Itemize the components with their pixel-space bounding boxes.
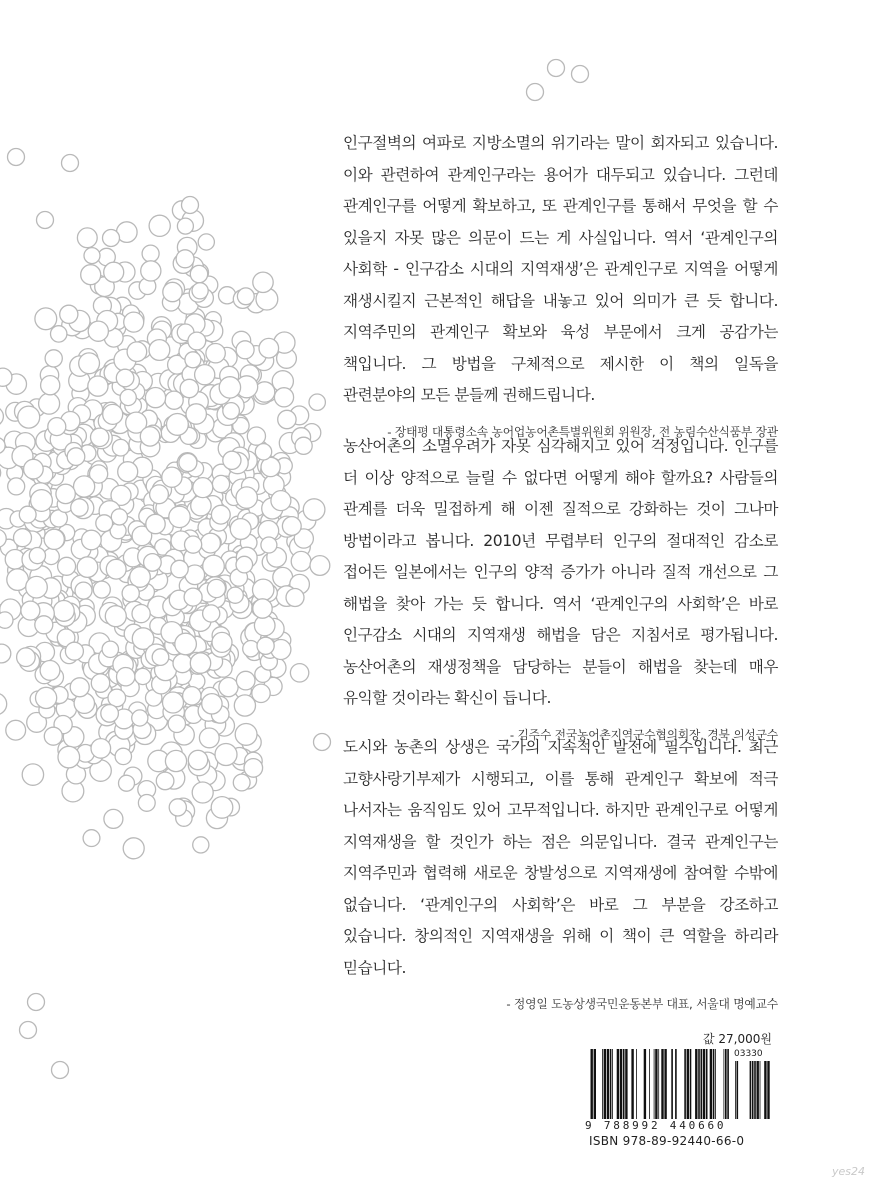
bubble <box>177 218 193 234</box>
bubble <box>188 750 207 769</box>
bubble <box>215 744 237 766</box>
bubble <box>6 720 26 740</box>
endorsement-1 <box>343 128 778 440</box>
bubble <box>236 487 257 508</box>
bubble <box>175 633 197 655</box>
bubble <box>185 352 201 368</box>
bubble <box>77 557 98 578</box>
barcode-bar <box>703 1049 705 1119</box>
bubble <box>29 548 45 564</box>
barcode-bar <box>661 1049 663 1119</box>
bubble <box>219 678 238 697</box>
barcode-digits: 9 788992 440660 <box>585 1119 727 1132</box>
bubble <box>79 353 100 374</box>
bubble <box>203 555 225 577</box>
bubble <box>150 485 169 504</box>
watermark-logo: yes24 <box>832 1165 866 1178</box>
barcode-bar <box>706 1049 708 1119</box>
bubble <box>75 582 92 599</box>
bubble <box>169 506 190 527</box>
barcode-bar <box>671 1049 673 1119</box>
bubble <box>48 418 66 436</box>
bubble <box>0 693 7 715</box>
bubble <box>253 272 273 292</box>
endorsement-attribution: - 장태평 대통령소속 농어업농어촌특별위원회 위원장, 전 농림수산식품부 장관 <box>387 424 778 439</box>
bubble <box>309 394 325 410</box>
endorsement-text: 도시와 농촌의 상생은 국가의 지속적인 발전에 필수입니다. 최근 고향사랑기부제가 시행되고, 이를 통해 관계인구 확보에 적극 나서자는 움직임도 있어 고무적입니다. 하지만 관계인구로 어떻게 지역재생을 할 것인가 하는 점은 의문입니다. 결국 관계인구는 지역주민과 협력해 새로운 창발성으로 지역재생에 참여할 수밖에 없습니다. ‘관계인구의 사회학’은 바로 그 부분을 강조하고 있습니다. 창의적인 지역재생을 위해 이 책이 큰 역할을 하리라 믿습니다. <box>343 738 778 977</box>
isbn-number: ISBN 978-89-92440-66-0 <box>589 1134 745 1148</box>
bubble <box>234 695 255 716</box>
barcode-bar <box>701 1049 703 1119</box>
bubble <box>195 365 215 385</box>
barcode-bar <box>591 1049 593 1119</box>
bubble <box>207 579 225 597</box>
bubble <box>65 642 83 660</box>
bubble <box>18 406 40 428</box>
bubble <box>104 262 124 282</box>
bubble <box>24 459 44 479</box>
bubble <box>88 376 108 396</box>
bubble <box>190 265 207 282</box>
barcode-bar <box>715 1049 716 1119</box>
barcode-bar <box>750 1061 752 1119</box>
bubble <box>31 490 53 512</box>
barcode-bar <box>604 1049 606 1119</box>
barcode-main-bars <box>591 1049 729 1119</box>
bubble <box>67 448 85 466</box>
bubble <box>37 212 54 229</box>
bubble <box>93 581 110 598</box>
bubble <box>39 393 60 414</box>
bubble <box>102 641 118 657</box>
bubble <box>295 437 312 454</box>
bubble <box>199 728 219 748</box>
bubble <box>223 451 241 469</box>
bubble <box>149 215 170 236</box>
bubble <box>169 799 186 816</box>
bubble <box>130 567 151 588</box>
price-label: 값 27,000원 <box>703 1032 772 1046</box>
bubble <box>572 66 589 83</box>
barcode-bar <box>764 1061 766 1119</box>
bubble <box>183 687 201 705</box>
bubble <box>230 519 251 540</box>
barcode-bar <box>690 1049 692 1119</box>
barcode-bar <box>767 1061 769 1119</box>
bubble <box>190 653 210 673</box>
bubble <box>28 994 45 1011</box>
bubble <box>173 654 192 673</box>
barcode-bar <box>737 1061 739 1119</box>
bubble <box>188 332 206 350</box>
bubble <box>203 605 220 622</box>
bubble <box>243 641 259 657</box>
barcode-bar <box>724 1049 725 1119</box>
bubble <box>253 599 272 618</box>
bubble <box>20 1022 37 1039</box>
bubble <box>91 428 109 446</box>
bubble <box>255 444 271 460</box>
barcode-bar <box>684 1049 686 1119</box>
bubble <box>88 321 108 341</box>
bubble <box>180 379 198 397</box>
barcode-bar <box>752 1061 754 1119</box>
bubble <box>548 60 565 77</box>
bubble <box>244 759 263 778</box>
bubble <box>282 517 301 536</box>
barcode-bar <box>754 1061 756 1119</box>
barcode-bar <box>607 1049 609 1119</box>
bubble <box>149 340 170 361</box>
bubble <box>314 734 331 751</box>
bubble <box>123 838 144 859</box>
bubble <box>21 601 40 620</box>
bubble <box>211 797 233 819</box>
endorsement-text: 인구절벽의 여파로 지방소멸의 위기라는 말이 회자되고 있습니다. 이와 관련하여 관계인구라는 용어가 대두되고 있습니다. 그런데 관계인구를 어떻게 확보하고, 또 관계인구를 통해서 무엇을 할 수 있을지 자못 많은 의문이 드는 게 사실입니다. 역서 ‘관계인구의 사회학 - 인구감소 시대의 지역재생’은 관계인구로 지역을 어떻게 재생시킬지 근본적인 해답을 내놓고 있어 의미가 큰 듯 합니다. 지역주민의 관계인구 확보와 육성 부문에서 크게 공감가는 책입니다. 그 방법을 구체적으로 제시한 이 책의 일독을 관련분야의 모든 분들께 권해드립니다. <box>343 134 778 404</box>
bubble <box>14 529 32 547</box>
bubble <box>70 678 89 697</box>
bubble <box>146 514 165 533</box>
bubble <box>165 391 183 409</box>
barcode-bar <box>735 1061 736 1119</box>
bubble <box>271 491 291 511</box>
bubble <box>117 668 135 686</box>
bubble <box>253 579 274 600</box>
bubble <box>138 795 155 812</box>
bubble <box>40 661 60 681</box>
bubble <box>165 750 186 771</box>
bubble <box>186 404 206 424</box>
bubble <box>111 509 127 525</box>
bubble <box>105 606 126 627</box>
bubble <box>101 705 119 723</box>
bubble <box>182 197 199 214</box>
barcode-bar <box>695 1049 697 1119</box>
bubble <box>91 739 111 759</box>
bubble <box>227 587 243 603</box>
bubble <box>303 499 325 521</box>
bubble <box>44 727 62 745</box>
bubble <box>259 338 279 358</box>
bubble <box>60 305 78 323</box>
bubble <box>184 588 202 606</box>
barcode-bar <box>620 1049 622 1119</box>
isbn-barcode <box>585 1047 775 1127</box>
bubble <box>0 407 3 426</box>
bubble <box>0 464 1 481</box>
bubble <box>286 589 304 607</box>
bubble <box>36 687 57 708</box>
endorsement-3 <box>343 732 778 1012</box>
bubble <box>219 377 240 398</box>
barcode-bar <box>602 1049 603 1119</box>
bubble <box>0 644 11 663</box>
bubble <box>274 388 293 407</box>
endorsement-2 <box>343 431 778 743</box>
bubble <box>192 782 213 803</box>
bubble <box>118 462 138 482</box>
barcode-bar <box>631 1049 633 1119</box>
barcode-bar <box>757 1061 759 1119</box>
bubble <box>84 248 100 264</box>
bubble <box>132 710 148 726</box>
barcode-bar <box>623 1049 625 1119</box>
barcode-bar <box>644 1049 646 1119</box>
bubble <box>152 649 169 666</box>
bubble <box>124 312 144 332</box>
bubble <box>106 559 126 579</box>
bubble <box>132 605 150 623</box>
barcode-bar <box>617 1049 619 1119</box>
bubble <box>22 764 43 785</box>
endorsement-attribution: - 정영일 도농상생국민운동본부 대표, 서울대 명예교수 <box>506 997 778 1011</box>
bubble <box>35 308 57 330</box>
bubble <box>167 414 189 436</box>
bubble <box>8 478 25 495</box>
barcode-addon-code: 03330 <box>734 1049 763 1059</box>
bubble <box>290 664 308 682</box>
bubble <box>168 715 185 732</box>
bubble <box>103 404 123 424</box>
barcode-bar <box>610 1049 612 1119</box>
bubble <box>119 775 135 791</box>
bubble <box>201 533 221 553</box>
bubble <box>103 230 120 247</box>
barcode-bar <box>625 1049 627 1119</box>
bubble <box>176 250 194 268</box>
bubble <box>116 369 134 387</box>
bubble <box>26 576 48 598</box>
bubble <box>142 245 159 262</box>
bubble <box>278 410 296 428</box>
barcode-bar <box>675 1049 677 1119</box>
bubble <box>257 637 274 654</box>
bubble <box>236 671 255 690</box>
bubble <box>192 283 208 299</box>
bubble <box>527 84 544 101</box>
barcode-addon-bars <box>735 1061 770 1119</box>
barcode-bar <box>612 1049 613 1119</box>
bubble <box>0 368 12 386</box>
bubble <box>35 616 53 634</box>
bubble <box>140 427 159 446</box>
barcode-bar <box>727 1049 729 1119</box>
bubble <box>53 601 74 622</box>
bubble <box>185 536 202 553</box>
bubble <box>44 529 64 549</box>
barcode-bar <box>594 1049 596 1119</box>
bubble <box>171 560 188 577</box>
bubble <box>74 476 95 497</box>
barcode-bar <box>636 1049 637 1119</box>
bubble <box>236 341 254 359</box>
endorsement-attribution: - 김주수 전국농어촌지역군수협의회장, 경북 의성군수 <box>509 727 778 742</box>
bubble <box>179 454 197 472</box>
bubble <box>236 556 253 573</box>
bubble <box>52 1062 69 1079</box>
bubble <box>310 556 330 576</box>
bubble <box>156 772 174 790</box>
bubble <box>17 648 36 667</box>
bubble <box>112 439 129 456</box>
barcode-bar <box>664 1049 666 1119</box>
bubble <box>193 478 213 498</box>
bubble <box>291 551 311 571</box>
bubble <box>212 632 232 652</box>
bubble <box>202 694 222 714</box>
barcode-bar <box>655 1049 657 1119</box>
bubble <box>135 668 151 684</box>
barcode-bar <box>710 1049 712 1119</box>
bubble <box>83 830 100 847</box>
bubble <box>237 288 254 305</box>
bubble <box>58 557 76 575</box>
bubble <box>82 530 102 550</box>
bubble <box>235 724 257 746</box>
bubble <box>141 261 161 281</box>
bubble <box>211 505 230 524</box>
bubble <box>71 499 88 516</box>
bubble <box>115 748 131 764</box>
bubble <box>247 427 265 445</box>
bubble <box>198 234 214 250</box>
bubble <box>104 809 123 828</box>
barcode-bar <box>713 1049 715 1119</box>
bubble <box>193 837 209 853</box>
bubble <box>122 585 139 602</box>
bubble <box>8 149 25 166</box>
bubble <box>58 746 80 768</box>
bubble <box>212 475 229 492</box>
bubble <box>91 674 109 692</box>
bubble <box>162 467 182 487</box>
barcode-bar <box>725 1049 727 1119</box>
bubble <box>163 282 182 301</box>
bubble <box>223 403 240 420</box>
bubble <box>191 496 211 516</box>
barcode-bar <box>654 1049 655 1119</box>
bubble <box>120 389 136 405</box>
endorsement-text: 농산어촌의 소멸우려가 자못 심각해지고 있어 걱정입니다. 인구를 더 이상 양적으로 늘릴 수 없다면 어떻게 해야 할까요? 사람들의 관계를 더욱 밀접하게 해 이젠 질적으로 강화하는 것이 그나마 방법이라고 봅니다. 2010년 무렵부터 인구의 절대적인 감소로 접어든 일본에서는 인구의 양적 증가가 아니라 질적 개선으로 그 해법을 찾아 가는 듯 합니다. 역서 ‘관계인구의 사회학’은 바로 인구감소 시대의 지역재생 해법을 담은 지침서로 평가됩니다. 농산어촌의 재생정책을 담당하는 분들이 해법을 찾는데 매우 유익할 것이라는 확신이 듭니다. <box>343 437 778 707</box>
bubble <box>45 350 62 367</box>
bubble <box>62 155 79 172</box>
barcode-bar <box>649 1049 650 1119</box>
bubble <box>145 388 165 408</box>
bubble <box>261 537 277 553</box>
bubble <box>163 692 184 713</box>
bubble <box>77 228 97 248</box>
barcode-bar <box>687 1049 689 1119</box>
bubble <box>0 612 13 628</box>
barcode-bar <box>698 1049 700 1119</box>
bubble <box>41 376 60 395</box>
bubble <box>206 344 225 363</box>
barcode-bar <box>658 1049 659 1119</box>
bubble <box>96 515 113 532</box>
bubble <box>56 484 75 503</box>
bubble <box>51 326 67 342</box>
bubble <box>127 342 147 362</box>
bubble <box>233 774 250 791</box>
barcode-bar <box>760 1061 761 1119</box>
bubble <box>81 265 101 285</box>
